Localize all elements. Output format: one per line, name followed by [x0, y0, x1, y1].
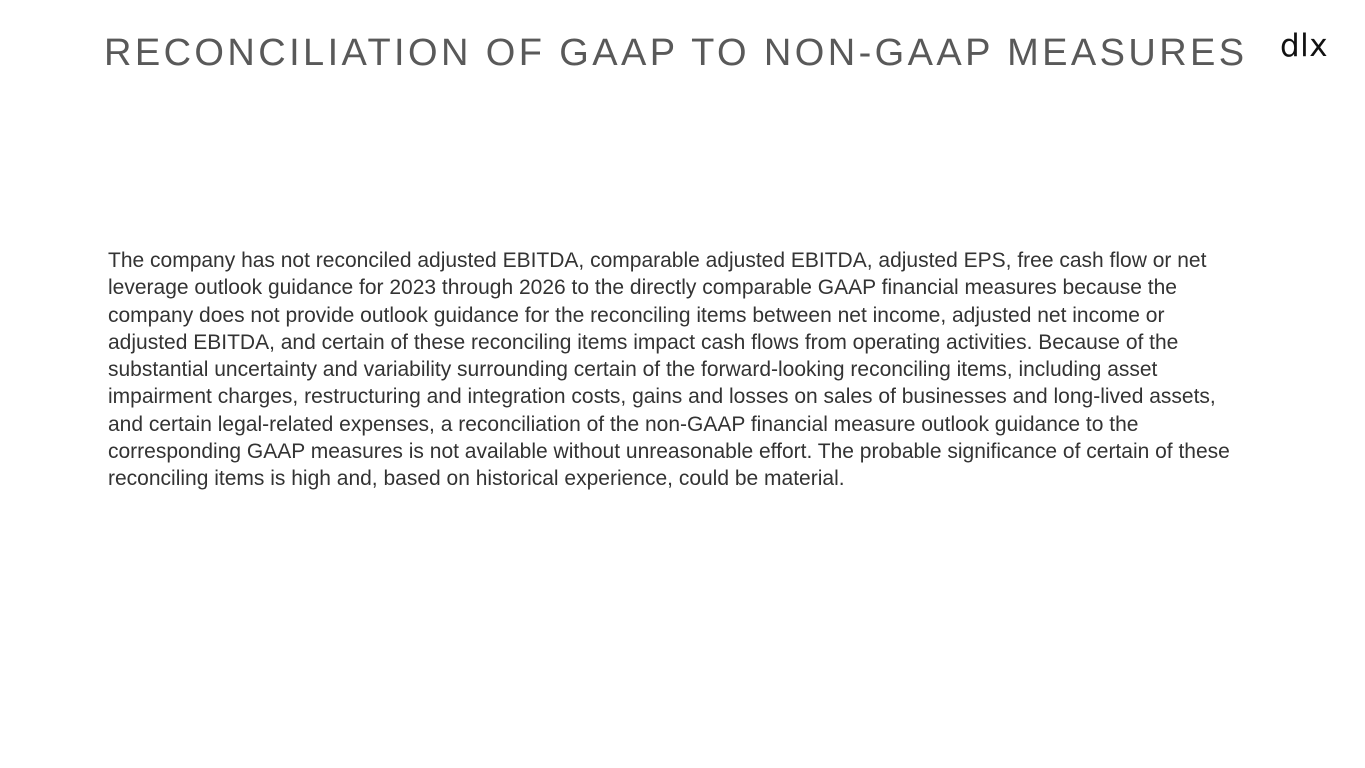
slide-title: RECONCILIATION OF GAAP TO NON-GAAP MEASURES — [104, 32, 1248, 74]
body-paragraph: The company has not reconciled adjusted EBITDA, comparable adjusted EBITDA, adjusted EPS, free cash flow or net leverage outlook guidance for 2023 through 2026 to the directly comparable GAAP financial measures because the company does not provide outlook guidance for the reconciling items between net income, adjusted net income or adjusted EBITDA, and certain of these reconciling items impact cash flows from operating activities. Because of the substantial uncertainty and variability surrounding certain of the forward-looking reconciling items, including asset impairment charges, restructuring and integration costs, gains and losses on sales of businesses and long-lived assets, and certain legal-related expenses, a reconciliation of the non-GAAP financial measure outlook guidance to the corresponding GAAP measures is not available without unreasonable effort. The probable significance of certain of these reconciling items is high and, based on historical experience, could be material. — [108, 249, 1230, 491]
company-logo: dlx — [1280, 28, 1329, 64]
